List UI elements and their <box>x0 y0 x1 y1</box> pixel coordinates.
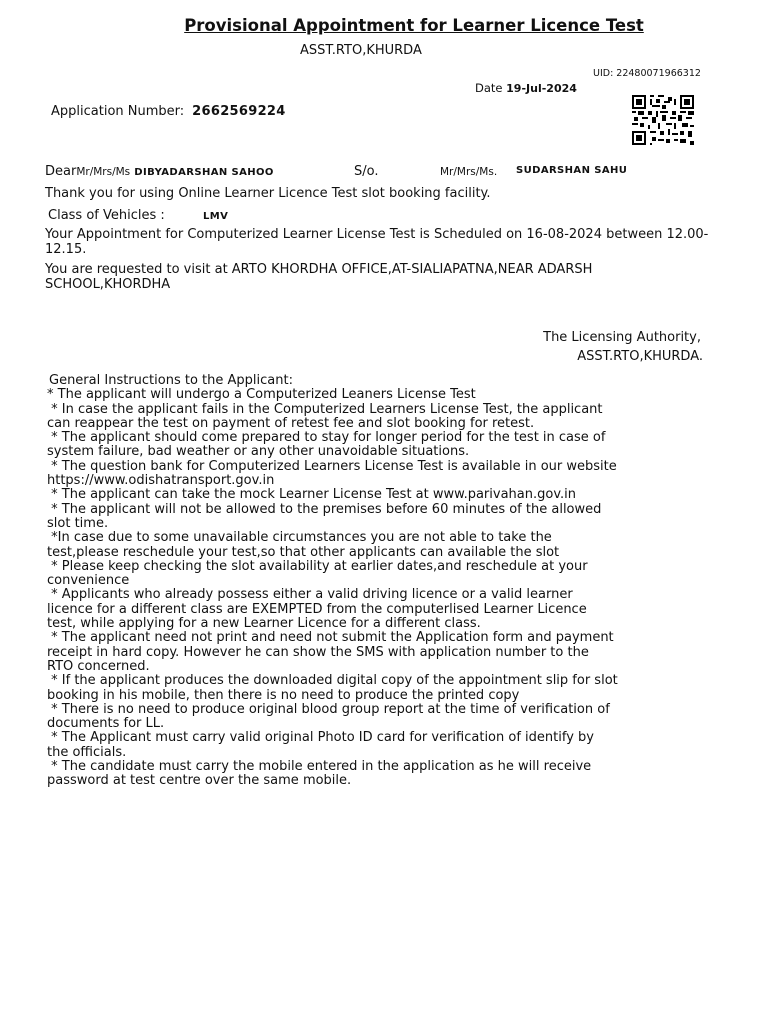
document-title: Provisional Appointment for Learner Licence Test <box>184 16 644 35</box>
instructions-block <box>47 374 727 789</box>
visit-text: You are requested to visit at ARTO KHORDHA OFFICE,AT-SIALIAPATNA,NEAR ADARSH SCHOOL,KHORDHA <box>45 262 593 292</box>
schedule-text: Your Appointment for Computerized Learner License Test is Scheduled on 16-08-2024 between 12.00-12.15. <box>45 227 709 257</box>
title-prefix: Mr/Mrs/Ms <box>76 166 131 178</box>
relation-prefix: Mr/Mrs/Ms. <box>440 166 498 178</box>
class-label: Class of Vehicles : <box>48 208 165 223</box>
date-label: Date <box>475 81 503 95</box>
application-number-label: Application Number: <box>51 104 185 119</box>
office-name: ASST.RTO,KHURDA <box>300 43 422 58</box>
application-number-value: 2662569224 <box>192 104 286 119</box>
signature-line-2: ASST.RTO,KHURDA. <box>577 349 703 364</box>
uid-number: UID: 22480071966312 <box>593 68 701 79</box>
relation-name: SUDARSHAN SAHU <box>516 165 628 176</box>
application-number-row <box>51 104 286 119</box>
issue-date <box>475 81 577 95</box>
class-value: LMV <box>203 211 229 222</box>
relation-label: S/o. <box>354 164 379 179</box>
instructions-title: General Instructions to the Applicant: <box>49 373 293 388</box>
thanks-text: Thank you for using Online Learner Licence Test slot booking facility. <box>45 186 491 201</box>
instructions-text: * The applicant will undergo a Computerized Leaners License Test * In case the applicant fails in the Computerized Learners License Test, the applicant can reappear the test on payment of retest fee and slot booking for retest. * The applicant should come prepared to stay for longer period for the test in case of system failure, bad weather or any other unavoidable situations. * The question bank for Computerized Learners License Test is available in our website https://www.odishatransport.gov.in * The applicant can take the mock Learner License Test at www.parivahan.gov.in * The applicant will not be allowed to the premises before 60 minutes of the allowed slot time. *In case due to some unavailable circumstances you are not able to take the test,please reschedule your test,so that other applicants can available the slot * Please keep checking the slot availability at earlier dates,and reschedule at your convenience * Applicants who already possess either a valid driving licence or a valid learner licence for a different class are EXEMPTED from the computerlised Learner Licence test, while applying for a new Learner Licence for a different class. * The applicant need not print and need not submit the Application form and payment receipt in hard copy. However he can show the SMS with application number to the RTO concerned. * If the applicant produces the downloaded digital copy of the appointment slip for slot booking in his mobile, then there is no need to produce the printed copy * There is no need to produce original blood group report at the time of verification of documents for LL. * The Applicant must carry valid original Photo ID card for verification of identify by the officials. * The candidate must carry the mobile entered in the application as he will receive password at test centre over the same mobile. <box>47 387 618 789</box>
signature-line-1: The Licensing Authority, <box>543 330 701 345</box>
date-value: 19-Jul-2024 <box>506 82 577 95</box>
salutation <box>45 164 274 179</box>
qr-code-icon <box>632 95 694 145</box>
applicant-name: DIBYADARSHAN SAHOO <box>134 167 274 178</box>
dear-label: Dear <box>45 164 77 179</box>
